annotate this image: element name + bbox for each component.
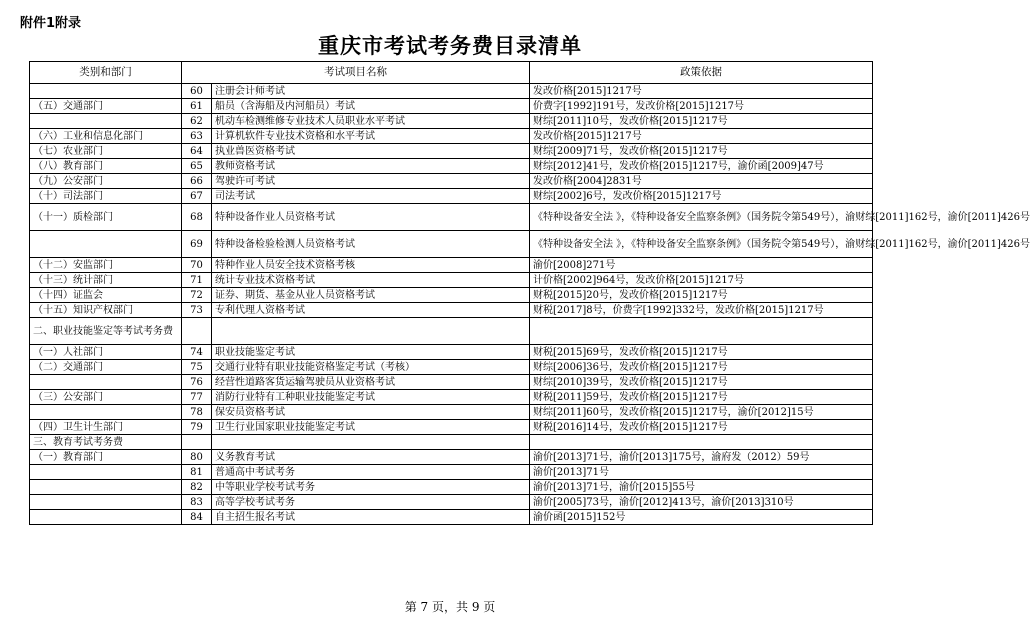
row-number: 70 bbox=[182, 258, 212, 273]
row-number: 75 bbox=[182, 360, 212, 375]
row-number: 68 bbox=[182, 204, 212, 231]
row-dept: （十五）知识产权部门 bbox=[30, 303, 182, 318]
table-body bbox=[30, 84, 1030, 525]
row-dept bbox=[30, 231, 182, 258]
table-row bbox=[30, 465, 873, 480]
row-number: 83 bbox=[182, 495, 212, 510]
row-number: 62 bbox=[182, 114, 212, 129]
row-exam-name: 机动车检测维修专业技术人员职业水平考试 bbox=[212, 114, 530, 129]
table-row bbox=[30, 129, 873, 144]
row-exam-name: 交通行业特有职业技能资格鉴定考试（考核） bbox=[212, 360, 530, 375]
table-row bbox=[30, 231, 873, 258]
table-row bbox=[30, 114, 873, 129]
row-dept: 三、教育考试考务费 bbox=[30, 435, 182, 450]
row-dept: （七）农业部门 bbox=[30, 144, 182, 159]
row-exam-name: 自主招生报名考试 bbox=[212, 510, 530, 525]
row-dept bbox=[30, 84, 182, 99]
row-dept: （十一）质检部门 bbox=[30, 204, 182, 231]
row-dept: （八）教育部门 bbox=[30, 159, 182, 174]
row-number: 67 bbox=[182, 189, 212, 204]
table-row bbox=[30, 345, 873, 360]
row-exam-name: 特种设备作业人员资格考试 bbox=[212, 204, 530, 231]
row-exam-name: 注册会计师考试 bbox=[212, 84, 530, 99]
row-policy: 《特种设备安全法 》，《特种设备安全监察条例》（国务院令第549号），渝财综[2011]162号，渝价[2011]426号 bbox=[530, 231, 873, 258]
table-row bbox=[30, 450, 873, 465]
row-policy: 发改价格[2015]1217号 bbox=[530, 84, 873, 99]
row-number: 66 bbox=[182, 174, 212, 189]
row-policy: 渝价函[2015]152号 bbox=[530, 510, 873, 525]
row-policy: 《特种设备安全法 》，《特种设备安全监察条例》（国务院令第549号），渝财综[2011]162号，渝价[2011]426号 bbox=[530, 204, 873, 231]
row-dept bbox=[30, 465, 182, 480]
row-exam-name: 普通高中考试考务 bbox=[212, 465, 530, 480]
row-policy: 财税[2017]8号，价费字[1992]332号，发改价格[2015]1217号 bbox=[530, 303, 873, 318]
row-exam-name: 统计专业技术资格考试 bbox=[212, 273, 530, 288]
row-exam-name: 保安员资格考试 bbox=[212, 405, 530, 420]
row-policy: 发改价格[2015]1217号 bbox=[530, 129, 873, 144]
row-exam-name: 卫生行业国家职业技能鉴定考试 bbox=[212, 420, 530, 435]
row-exam-name bbox=[212, 435, 530, 450]
row-policy bbox=[530, 435, 873, 450]
table-row bbox=[30, 99, 873, 114]
row-exam-name: 消防行业特有工种职业技能鉴定考试 bbox=[212, 390, 530, 405]
row-number bbox=[182, 318, 212, 345]
row-number: 80 bbox=[182, 450, 212, 465]
table-row bbox=[30, 288, 873, 303]
row-dept bbox=[30, 495, 182, 510]
table-row bbox=[30, 258, 873, 273]
table-row bbox=[30, 204, 873, 231]
row-dept: （一）人社部门 bbox=[30, 345, 182, 360]
row-exam-name: 特种设备检验检测人员资格考试 bbox=[212, 231, 530, 258]
row-policy: 价费字[1992]191号，发改价格[2015]1217号 bbox=[530, 99, 873, 114]
row-dept: （十三）统计部门 bbox=[30, 273, 182, 288]
row-policy: 财综[2010]39号，发改价格[2015]1217号 bbox=[530, 375, 873, 390]
table-row bbox=[30, 159, 873, 174]
row-exam-name: 驾驶许可考试 bbox=[212, 174, 530, 189]
row-dept bbox=[30, 510, 182, 525]
row-dept: （四）卫生计生部门 bbox=[30, 420, 182, 435]
table-row bbox=[30, 510, 873, 525]
row-policy: 渝价[2008]271号 bbox=[530, 258, 873, 273]
table-row bbox=[30, 480, 873, 495]
row-dept: （二）交通部门 bbox=[30, 360, 182, 375]
row-exam-name: 船员（含海船及内河船员）考试 bbox=[212, 99, 530, 114]
table-row bbox=[30, 435, 873, 450]
row-policy: 渝价[2013]71号 bbox=[530, 465, 873, 480]
row-number: 74 bbox=[182, 345, 212, 360]
table-row bbox=[30, 84, 873, 99]
row-exam-name bbox=[212, 318, 530, 345]
row-number: 81 bbox=[182, 465, 212, 480]
row-policy: 渝价[2013]71号，渝价[2015]55号 bbox=[530, 480, 873, 495]
row-number: 61 bbox=[182, 99, 212, 114]
row-number: 73 bbox=[182, 303, 212, 318]
row-dept bbox=[30, 375, 182, 390]
table-row bbox=[30, 273, 873, 288]
row-policy: 财税[2011]59号，发改价格[2015]1217号 bbox=[530, 390, 873, 405]
row-policy: 渝价[2005]73号，渝价[2012]413号，渝价[2013]310号 bbox=[530, 495, 873, 510]
attachment-label: 附件1附录 bbox=[20, 16, 82, 31]
row-policy: 财综[2012]41号，发改价格[2015]1217号，渝价函[2009]47号 bbox=[530, 159, 873, 174]
row-dept: 二、职业技能鉴定等考试考务费 bbox=[30, 318, 182, 345]
header-dept: 类别和部门 bbox=[30, 62, 182, 84]
row-number: 84 bbox=[182, 510, 212, 525]
row-dept: （一）教育部门 bbox=[30, 450, 182, 465]
row-policy: 财综[2011]60号，发改价格[2015]1217号，渝价[2012]15号 bbox=[530, 405, 873, 420]
page-title: 重庆市考试考务费目录清单 bbox=[318, 33, 582, 58]
row-number: 63 bbox=[182, 129, 212, 144]
row-policy: 财综[2006]36号，发改价格[2015]1217号 bbox=[530, 360, 873, 375]
row-exam-name: 证券、期货、基金从业人员资格考试 bbox=[212, 288, 530, 303]
table-row bbox=[30, 360, 873, 375]
row-policy: 财综[2002]6号，发改价格[2015]1217号 bbox=[530, 189, 873, 204]
row-dept bbox=[30, 405, 182, 420]
header-exam-name: 考试项目名称 bbox=[182, 62, 530, 84]
table-row bbox=[30, 318, 873, 345]
header-policy: 政策依据 bbox=[530, 62, 873, 84]
row-dept bbox=[30, 480, 182, 495]
row-dept: （五）交通部门 bbox=[30, 99, 182, 114]
row-exam-name: 教师资格考试 bbox=[212, 159, 530, 174]
row-number: 60 bbox=[182, 84, 212, 99]
page-footer: 第 7 页，共 9 页 bbox=[404, 600, 496, 614]
table-row bbox=[30, 174, 873, 189]
row-exam-name: 经营性道路客货运输驾驶员从业资格考试 bbox=[212, 375, 530, 390]
row-exam-name: 中等职业学校考试考务 bbox=[212, 480, 530, 495]
row-number: 82 bbox=[182, 480, 212, 495]
table-row bbox=[30, 495, 873, 510]
row-policy: 财税[2015]20号，发改价格[2015]1217号 bbox=[530, 288, 873, 303]
row-exam-name: 专利代理人资格考试 bbox=[212, 303, 530, 318]
row-policy: 发改价格[2004]2831号 bbox=[530, 174, 873, 189]
row-exam-name: 职业技能鉴定考试 bbox=[212, 345, 530, 360]
row-policy: 渝价[2013]71号，渝价[2013]175号，渝府发（2012）59号 bbox=[530, 450, 873, 465]
row-policy bbox=[530, 318, 873, 345]
row-dept: （十二）安监部门 bbox=[30, 258, 182, 273]
row-dept: （十）司法部门 bbox=[30, 189, 182, 204]
row-policy: 财税[2016]14号，发改价格[2015]1217号 bbox=[530, 420, 873, 435]
row-dept: （三）公安部门 bbox=[30, 390, 182, 405]
row-exam-name: 计算机软件专业技术资格和水平考试 bbox=[212, 129, 530, 144]
table-row bbox=[30, 420, 873, 435]
row-number bbox=[182, 435, 212, 450]
row-policy: 财综[2009]71号，发改价格[2015]1217号 bbox=[530, 144, 873, 159]
row-number: 64 bbox=[182, 144, 212, 159]
row-exam-name: 特种作业人员安全技术资格考核 bbox=[212, 258, 530, 273]
row-policy: 财税[2015]69号，发改价格[2015]1217号 bbox=[530, 345, 873, 360]
table-row bbox=[30, 303, 873, 318]
row-number: 78 bbox=[182, 405, 212, 420]
row-exam-name: 司法考试 bbox=[212, 189, 530, 204]
row-exam-name: 高等学校考试考务 bbox=[212, 495, 530, 510]
fee-catalog-table bbox=[29, 61, 1030, 525]
table-row bbox=[30, 189, 873, 204]
row-number: 77 bbox=[182, 390, 212, 405]
row-dept: （九）公安部门 bbox=[30, 174, 182, 189]
row-exam-name: 执业兽医资格考试 bbox=[212, 144, 530, 159]
table-header-row bbox=[30, 62, 873, 84]
row-dept: （六）工业和信息化部门 bbox=[30, 129, 182, 144]
row-dept bbox=[30, 114, 182, 129]
row-number: 72 bbox=[182, 288, 212, 303]
row-number: 76 bbox=[182, 375, 212, 390]
row-number: 79 bbox=[182, 420, 212, 435]
row-dept: （十四）证监会 bbox=[30, 288, 182, 303]
table-row bbox=[30, 390, 873, 405]
table-row bbox=[30, 375, 873, 390]
table-row bbox=[30, 144, 873, 159]
row-number: 65 bbox=[182, 159, 212, 174]
row-number: 71 bbox=[182, 273, 212, 288]
row-policy: 计价格[2002]964号，发改价格[2015]1217号 bbox=[530, 273, 873, 288]
row-exam-name: 义务教育考试 bbox=[212, 450, 530, 465]
row-policy: 财综[2011]10号，发改价格[2015]1217号 bbox=[530, 114, 873, 129]
row-number: 69 bbox=[182, 231, 212, 258]
table-row bbox=[30, 405, 873, 420]
